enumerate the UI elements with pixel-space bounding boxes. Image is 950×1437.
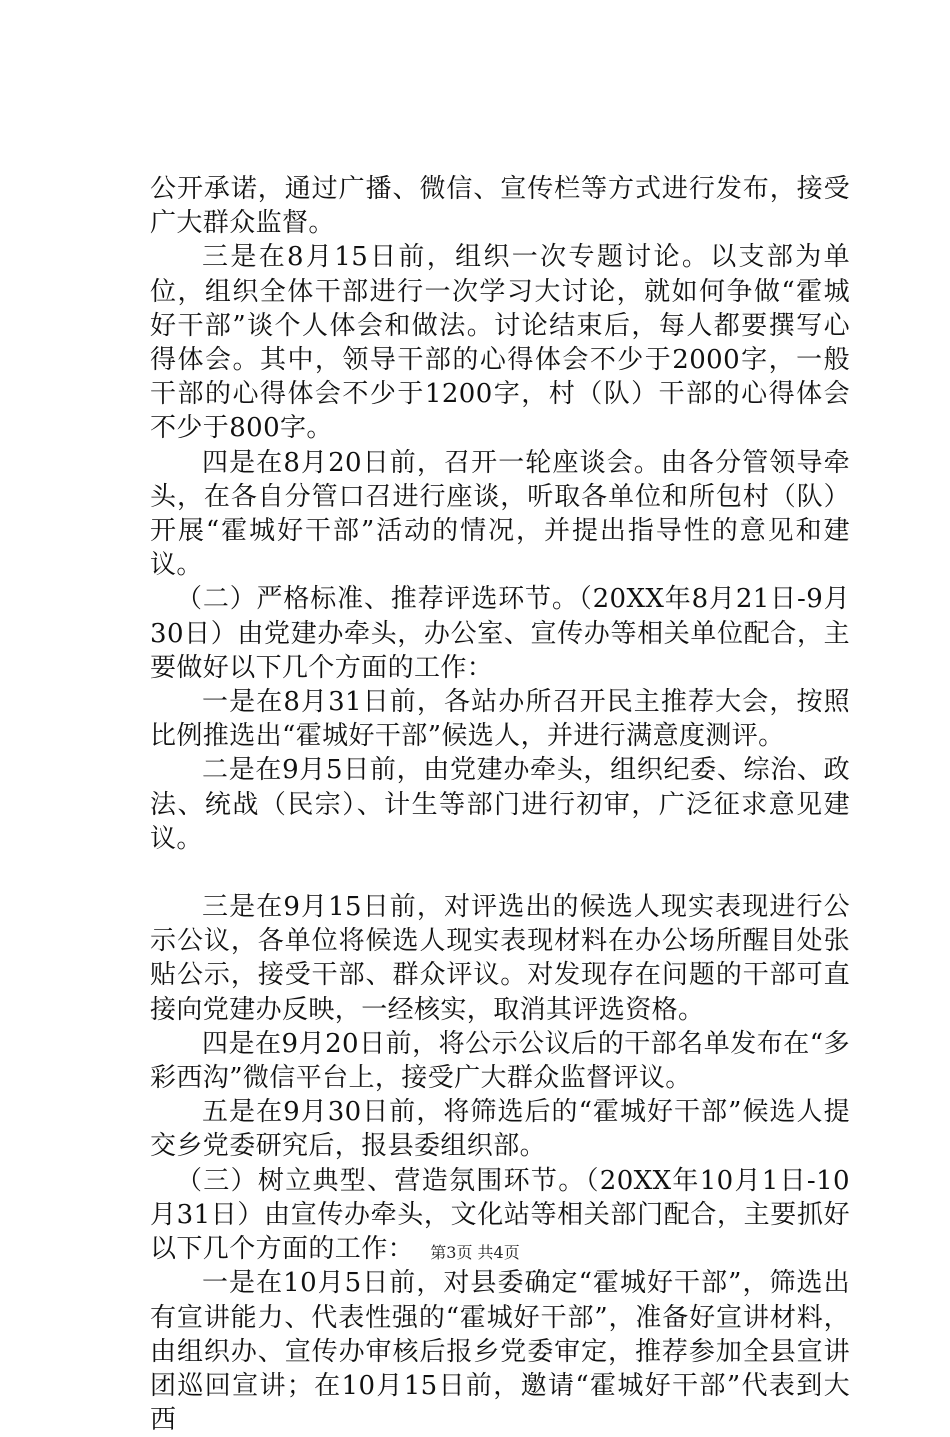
paragraph-7: 三是在9月15日前，对评选出的候选人现实表现进行公示公议，各单位将候选人现实表现材料在办公场所醒目处张贴公示，接受干部、群众评议。对发现存在问题的干部可直接向党建办反映，一经核实，取消其评选资格。 [150,892,850,1025]
paragraph-2: 三是在8月15日前，组织一次专题讨论。以支部为单位，组织全体干部进行一次学习大讨论，就如何争做“霍城好干部”谈个人体会和做法。讨论结束后，每人都要撰写心得体会。其中，领导干部的心得体会不少于2000字，一般干部的心得体会不少于1200字，村（队）干部的心得体会不少于800字。 [150,242,850,444]
blank-line [150,856,850,890]
paragraph-6: 二是在9月5日前，由党建办牵头，组织纪委、综治、政法、统战（民宗）、计生等部门进行初审，广泛征求意见建议。 [150,755,850,854]
paragraph-3: 四是在8月20日前，召开一轮座谈会。由各分管领导牵头，在各自分管口召进行座谈，听取各单位和所包村（队）开展“霍城好干部”活动的情况，并提出指导性的意见和建议。 [150,447,850,581]
paragraph-11: 一是在10月5日前，对县委确定“霍城好干部”，筛选出有宣讲能力、代表性强的“霍城好干部”，准备好宣讲材料，由组织办、宣传办审核后报乡党委审定，推荐参加全县宣讲团巡回宣讲；在10月15日前，邀请“霍城好干部”代表到大西 [150,1268,850,1436]
page-number: 第3页 共4页 [430,1243,520,1262]
paragraph-10: （三）树立典型、营造氛围环节。（20XX年10月1日-10月31日）由宣传办牵头，文化站等相关部门配合，主要抓好以下几个方面的工作： [150,1165,850,1265]
paragraph-4: （二）严格标准、推荐评选环节。（20XX年8月21日-9月30日）由党建办牵头，办公室、宣传办等相关单位配合，主要做好以下几个方面的工作： [150,584,850,683]
paragraph-5: 一是在8月31日前，各站办所召开民主推荐大会，按照比例推选出“霍城好干部”候选人，并进行满意度测评。 [150,687,850,752]
paragraph-8: 四是在9月20日前，将公示公议后的干部名单发布在“多彩西沟”微信平台上，接受广大群众监督评议。 [150,1028,850,1094]
paragraph-9: 五是在9月30日前，将筛选后的“霍城好干部”候选人提交乡党委研究后，报县委组织部。 [150,1097,850,1162]
paragraph-1: 公开承诺，通过广播、微信、宣传栏等方式进行发布，接受广大群众监督。 [150,174,850,239]
